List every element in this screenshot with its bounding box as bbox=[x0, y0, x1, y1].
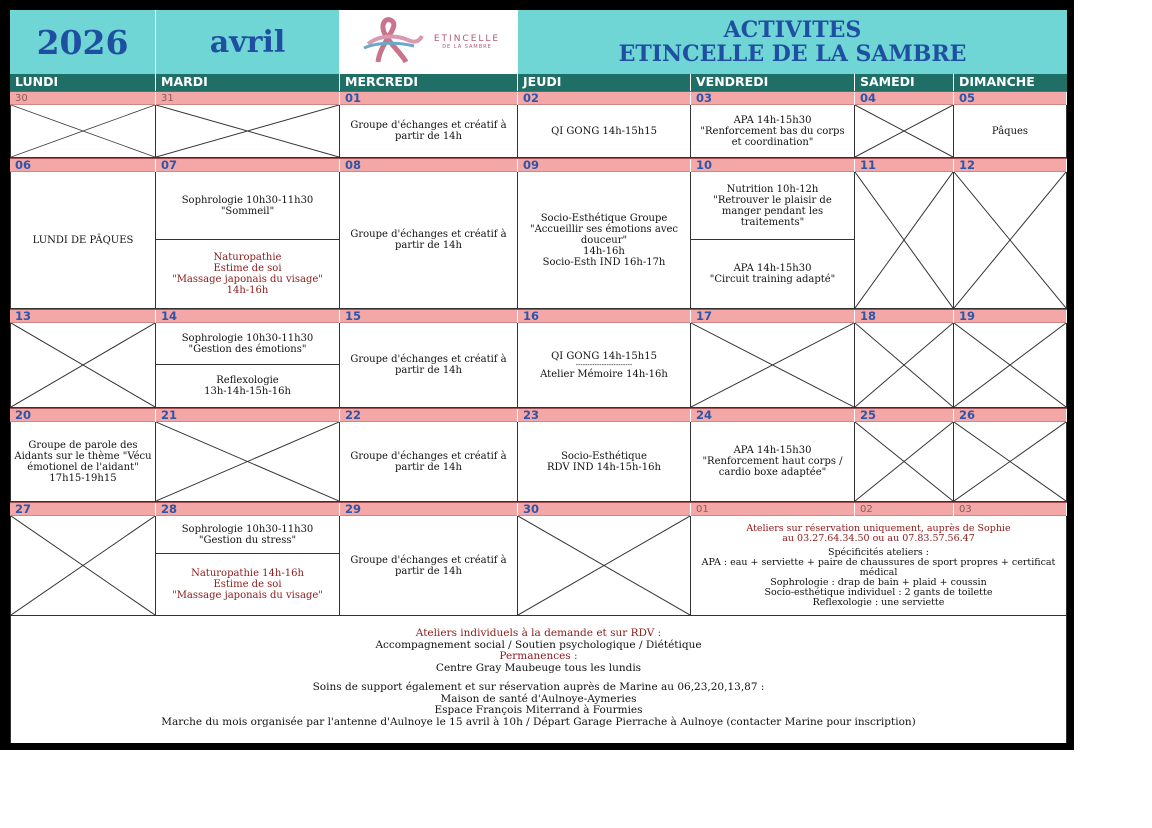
day-number: 18 bbox=[855, 310, 954, 323]
activity-detail: Estime de soi bbox=[213, 263, 282, 274]
activity-time: RDV IND 14h-15h-16h bbox=[547, 461, 661, 473]
activity-cell: Groupe d'échanges et créatif à partir de 14h bbox=[340, 172, 518, 309]
activity-detail: "Massage japonais du visage" bbox=[172, 590, 323, 601]
activity-cell bbox=[156, 240, 340, 309]
activity-cell bbox=[691, 105, 855, 158]
day-header-tuesday: MARDI bbox=[156, 74, 340, 91]
info-line: au 03.27.64.34.50 ou au 07.83.57.56.47 bbox=[782, 532, 975, 544]
activity-title: APA 14h-15h30 bbox=[733, 114, 812, 126]
empty-cell bbox=[156, 105, 340, 158]
day-header-monday: LUNDI bbox=[10, 74, 156, 91]
activity-title: Reflexologie bbox=[216, 375, 279, 386]
title-line-2: ETINCELLE DE LA SAMBRE bbox=[618, 41, 967, 67]
empty-cell bbox=[954, 323, 1067, 408]
activity-title: Naturopathie bbox=[213, 252, 282, 263]
day-number: 04 bbox=[855, 92, 954, 105]
day-number: 01 bbox=[691, 503, 855, 516]
activity-detail: "Renforcement haut corps / cardio boxe adaptée" bbox=[702, 456, 843, 478]
day-number: 31 bbox=[156, 92, 340, 105]
activity-time: 13h-14h-15h-16h bbox=[204, 386, 291, 397]
empty-cell bbox=[855, 422, 954, 502]
activity-cell: Groupe d'échanges et créatif à partir de 14h bbox=[340, 516, 518, 616]
day-number: 13 bbox=[10, 310, 156, 323]
day-number: 27 bbox=[10, 503, 156, 516]
activity-title: Nutrition 10h-12h bbox=[726, 183, 819, 195]
activity-cell bbox=[156, 365, 340, 408]
activity-cell: Groupe d'échanges et créatif à partir de 14h bbox=[340, 105, 518, 158]
week-4-strip bbox=[10, 408, 1067, 422]
empty-cell bbox=[855, 172, 954, 309]
year-label: 2026 bbox=[10, 10, 156, 74]
day-number: 03 bbox=[691, 92, 855, 105]
day-number: 03 bbox=[954, 503, 1067, 516]
day-number: 08 bbox=[340, 159, 518, 172]
footer-notes bbox=[10, 616, 1067, 743]
empty-cell bbox=[855, 323, 954, 408]
activity-cell bbox=[156, 516, 340, 554]
activity-cell bbox=[518, 422, 691, 502]
activity-cell bbox=[691, 172, 855, 240]
day-number: 19 bbox=[954, 310, 1067, 323]
day-number: 30 bbox=[10, 92, 156, 105]
day-header-friday: VENDREDI bbox=[691, 74, 855, 91]
day-number: 26 bbox=[954, 409, 1067, 422]
month-label: avril bbox=[156, 10, 340, 74]
day-number: 22 bbox=[340, 409, 518, 422]
day-number: 14 bbox=[156, 310, 340, 323]
reservation-info bbox=[691, 516, 1067, 616]
activity-detail: "Renforcement bas du corps et coordination" bbox=[700, 125, 845, 148]
footer-line: Soins de support également et sur réservation auprès de Marine au 06,23,20,13,87 : bbox=[312, 681, 765, 693]
holiday-cell: LUNDI DE PÂQUES bbox=[10, 172, 156, 309]
page-title bbox=[518, 10, 1067, 74]
info-line: Reflexologie : une serviette bbox=[812, 596, 945, 608]
title-line-1: ACTIVITES bbox=[723, 17, 862, 43]
activity-cell bbox=[156, 554, 340, 616]
week-3-strip bbox=[10, 309, 1067, 323]
logo-text: ETINCELLE bbox=[433, 34, 501, 44]
day-number: 11 bbox=[855, 159, 954, 172]
activity-time: 14h-16h bbox=[583, 245, 625, 257]
activity-detail: Estime de soi bbox=[213, 579, 282, 590]
activity-cell: Groupe de parole des Aidants sur le thème "Vécu émotionel de l'aidant" 17h15-19h15 bbox=[10, 422, 156, 502]
activity-title: APA 14h-15h30 bbox=[733, 263, 812, 274]
day-number: 15 bbox=[340, 310, 518, 323]
activity-cell bbox=[156, 323, 340, 365]
empty-cell bbox=[954, 422, 1067, 502]
day-number: 12 bbox=[954, 159, 1067, 172]
activity-title: Atelier Mémoire 14h-16h bbox=[540, 368, 668, 380]
day-number: 06 bbox=[10, 159, 156, 172]
day-header-wednesday: MERCREDI bbox=[340, 74, 518, 91]
day-number: 20 bbox=[10, 409, 156, 422]
activity-cell bbox=[518, 323, 691, 408]
day-number: 05 bbox=[954, 92, 1067, 105]
day-number: 09 bbox=[518, 159, 691, 172]
empty-cell bbox=[10, 516, 156, 616]
day-header-thursday: JEUDI bbox=[518, 74, 691, 91]
empty-cell bbox=[954, 172, 1067, 309]
day-number: 23 bbox=[518, 409, 691, 422]
day-number: 16 bbox=[518, 310, 691, 323]
activity-detail: "Massage japonais du visage" bbox=[172, 274, 323, 285]
day-number: 30 bbox=[518, 503, 691, 516]
day-number: 29 bbox=[340, 503, 518, 516]
day-number: 17 bbox=[691, 310, 855, 323]
activity-detail: Socio-Esth IND 16h-17h bbox=[542, 256, 666, 268]
logo-subtext: DE LA SAMBRE bbox=[442, 44, 492, 50]
activity-detail: "Sommeil" bbox=[220, 205, 275, 217]
week-1-strip bbox=[10, 91, 1067, 105]
week-5-strip bbox=[10, 502, 1067, 516]
info-line: Sophrologie : drap de bain + plaid + coussin bbox=[770, 576, 987, 588]
day-number: 02 bbox=[855, 503, 954, 516]
separator: ------------------------ bbox=[575, 360, 633, 369]
info-line: Spécificités ateliers : bbox=[827, 546, 930, 558]
day-number: 21 bbox=[156, 409, 340, 422]
activity-title: QI GONG 14h-15h15 bbox=[551, 350, 657, 362]
info-line: Ateliers sur réservation uniquement, auprès de Sophie bbox=[746, 522, 1011, 534]
activity-cell bbox=[518, 172, 691, 309]
etincelle-logo bbox=[340, 10, 518, 74]
activity-detail: "Gestion des émotions" bbox=[188, 343, 307, 355]
footer-line: Permanences : bbox=[499, 650, 578, 662]
day-header-saturday: SAMEDI bbox=[855, 74, 954, 91]
activity-detail: "Accueillir ses émotions avec douceur" bbox=[529, 223, 679, 246]
activity-cell bbox=[156, 172, 340, 240]
week-2-strip bbox=[10, 158, 1067, 172]
day-number: 02 bbox=[518, 92, 691, 105]
ribbon-logo-icon bbox=[358, 14, 428, 70]
activity-time: 14h-16h bbox=[226, 285, 269, 296]
footer-line: Centre Gray Maubeuge tous les lundis bbox=[435, 661, 642, 674]
empty-cell bbox=[518, 516, 691, 616]
empty-cell bbox=[691, 323, 855, 408]
activity-title: Sophrologie 10h30-11h30 bbox=[181, 194, 314, 206]
activity-detail: "Retrouver le plaisir de manger pendant les traitements" bbox=[713, 194, 832, 228]
day-number: 10 bbox=[691, 159, 855, 172]
activity-detail: "Circuit training adapté" bbox=[709, 274, 836, 285]
calendar-sheet bbox=[10, 10, 1067, 743]
activity-cell: Groupe d'échanges et créatif à partir de 14h bbox=[340, 323, 518, 408]
footer-line: Espace François Miterrand à Fourmies bbox=[434, 704, 643, 716]
info-line: Socio-esthétique individuel : 2 gants de toilette bbox=[764, 586, 993, 598]
day-number: 24 bbox=[691, 409, 855, 422]
footer-line: Marche du mois organisée par l'antenne d'Aulnoye le 15 avril à 10h / Départ Garage Pierrache à Aulnoye (contacter Marine pour inscription) bbox=[161, 715, 916, 728]
activity-title: Naturopathie 14h-16h bbox=[191, 568, 304, 579]
day-number: 07 bbox=[156, 159, 340, 172]
activity-title: Sophrologie 10h30-11h30 bbox=[181, 523, 314, 535]
info-line: APA : eau + serviette + paire de chaussures de sport propres + certificat médical bbox=[701, 556, 1056, 578]
activity-title: APA 14h-15h30 bbox=[733, 445, 812, 456]
empty-cell bbox=[10, 323, 156, 408]
activity-cell bbox=[691, 240, 855, 309]
empty-cell bbox=[855, 105, 954, 158]
activity-cell: Groupe d'échanges et créatif à partir de 14h bbox=[340, 422, 518, 502]
activity-cell bbox=[691, 422, 855, 502]
footer-line: Accompagnement social / Soutien psychologique / Diététique bbox=[375, 638, 702, 651]
footer-line: Ateliers individuels à la demande et sur RDV : bbox=[415, 627, 662, 639]
day-header-sunday: DIMANCHE bbox=[954, 74, 1067, 91]
day-number: 25 bbox=[855, 409, 954, 422]
day-number: 28 bbox=[156, 503, 340, 516]
day-number: 01 bbox=[340, 92, 518, 105]
empty-cell bbox=[156, 422, 340, 502]
activity-title: Sophrologie 10h30-11h30 bbox=[181, 332, 314, 344]
activity-detail: "Gestion du stress" bbox=[198, 534, 297, 546]
activity-title: Socio-Esthétique bbox=[561, 450, 647, 462]
activity-cell: QI GONG 14h-15h15 bbox=[518, 105, 691, 158]
activity-title: Socio-Esthétique Groupe bbox=[540, 212, 668, 224]
footer-line: Maison de santé d'Aulnoye-Aymeries bbox=[440, 692, 637, 705]
holiday-cell: Pâques bbox=[954, 105, 1067, 158]
empty-cell bbox=[10, 105, 156, 158]
